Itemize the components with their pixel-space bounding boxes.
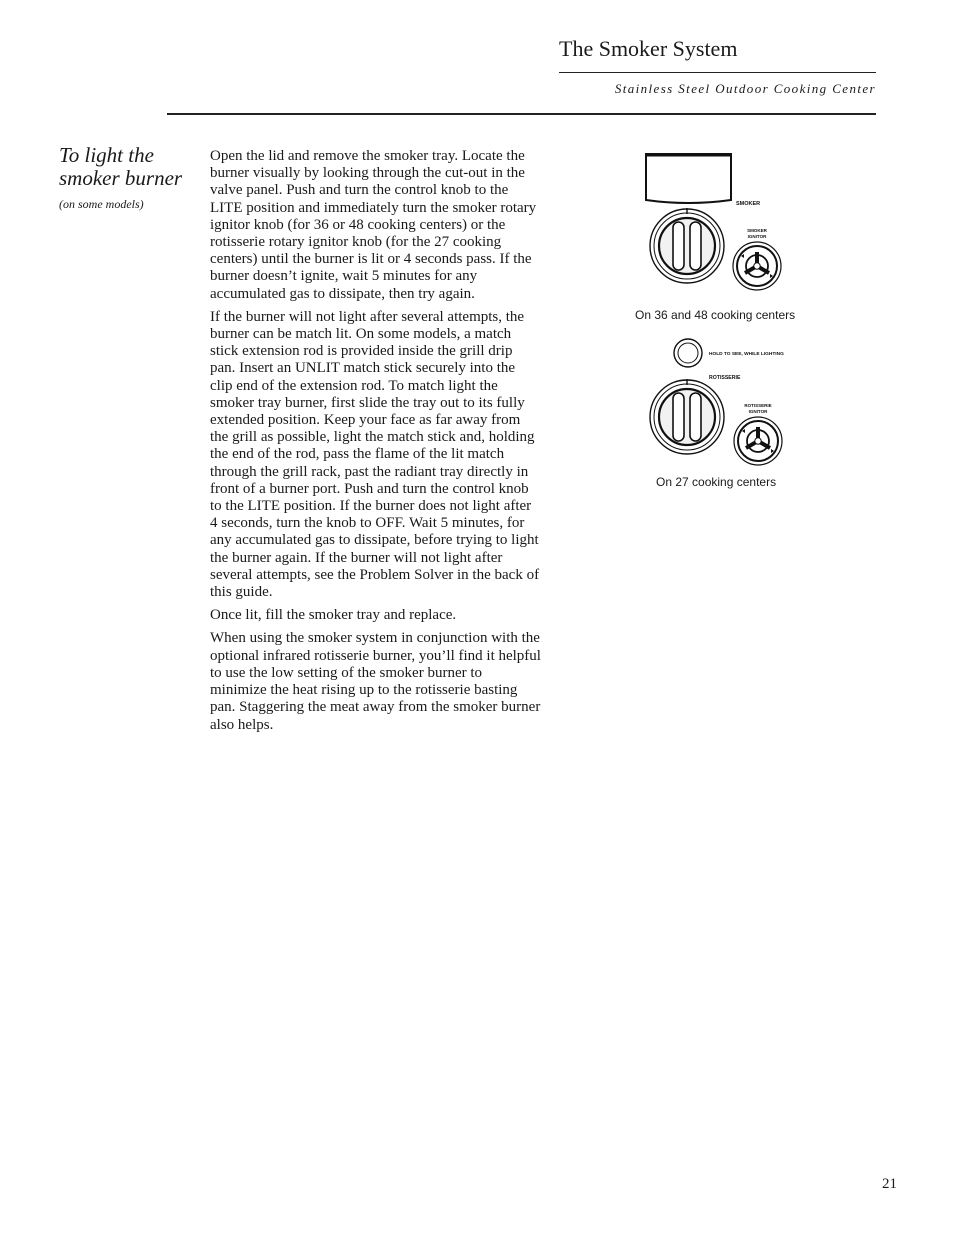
body-paragraph: Open the lid and remove the smoker tray. Locate the burner visually by looking through the cut-out in the valve panel. Push and turn the control knob to the LITE position and immediately turn the smoker rotary ignitor knob (for 36 or 48 cooking centers) or the rotisserie rotary ignitor knob (for the 27 cooking centers) until the burner is lit or 4 seconds pass. If the burner doesn’t ignite, wait 5 minutes for any accumulated gas to dissipate, then try again. xyxy=(210,148,537,302)
section-note: (on some models) xyxy=(59,197,144,211)
body-paragraph: When using the smoker system in conjunction with the optional infrared rotisserie burner, you’ll find it helpful to use the low setting of the smoker burner to minimize the heat rising up to the rotisserie basting pan. Staggering the meat away from the smoker burner also helps. xyxy=(210,630,541,733)
page-subtitle: Stainless Steel Outdoor Cooking Center xyxy=(614,81,876,96)
smoker-ignitor-label: IGNITOR xyxy=(747,234,767,239)
figure-caption: On 27 cooking centers xyxy=(656,475,777,489)
smoker-control-knob-icon xyxy=(650,208,724,283)
smoker-cutout-window xyxy=(646,154,731,203)
smoker-label: SMOKER xyxy=(736,201,761,207)
body-paragraph: If the burner will not light after several attempts, the burner can be match lit. On some models, a match stick extension rod is provided inside the grill drip pan. Insert an UNLIT match stick securely into the clip end of the extension rod. To match light the smoker tray burner, first slide the tray out to its fully extended position. Keep your face as far away from the grill as possible, light the match stick and, holding the end of the rod, pass the flame of the lit match through the grill rack, past the radiant tray directly in front of a burner port. Push and turn the control knob to the LITE position. If the burner does not light after 4 seconds, turn the knob to OFF. Wait 5 minutes, for any accumulated gas to dissipate, before trying to light the burner again. If the burner will not light after several attempts, see the Problem Solver in the back of this guide. xyxy=(210,308,540,601)
section-divider xyxy=(167,113,876,115)
smoker-ignitor-label: SMOKER xyxy=(747,228,767,233)
page-number: 21 xyxy=(882,1176,897,1192)
body-paragraph: Once lit, fill the smoker tray and replace. xyxy=(210,607,457,624)
rotisserie-ignitor-knob-icon xyxy=(734,417,782,465)
hold-label: HOLD TO SEE, WHILE LIGHTING xyxy=(709,352,784,357)
rotisserie-ignitor-label: ROTISSERIE xyxy=(744,403,772,408)
rotisserie-control-knob-icon xyxy=(650,379,724,454)
smoker-control-diagram xyxy=(630,150,810,300)
body-text xyxy=(210,148,541,740)
header-rule xyxy=(559,72,876,73)
rotisserie-ignitor-label: IGNITOR xyxy=(748,409,768,414)
figure-caption: On 36 and 48 cooking centers xyxy=(635,308,796,322)
rotisserie-control-diagram xyxy=(630,335,810,470)
hold-button-icon xyxy=(674,339,702,367)
page-title: The Smoker System xyxy=(559,36,738,61)
rotisserie-label: ROTISSERIE xyxy=(709,375,741,381)
section-heading: To light the smoker burner xyxy=(59,143,183,190)
smoker-ignitor-knob-icon xyxy=(733,242,781,290)
